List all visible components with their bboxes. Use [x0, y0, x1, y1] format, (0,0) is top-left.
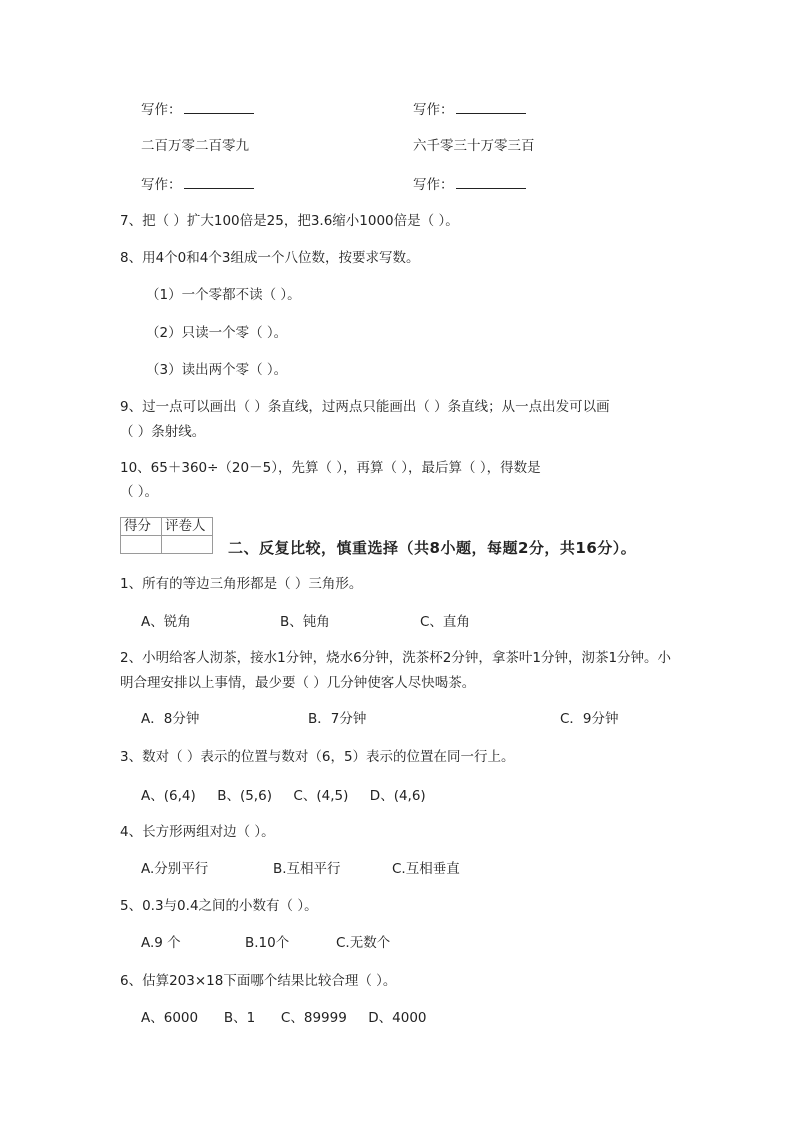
choice-2-option-a[interactable]: A．8分钟 [141, 711, 200, 727]
choice-4-option-c[interactable]: C.互相垂直 [392, 861, 460, 877]
number-words-right: 六千零三十万零三百 [413, 138, 535, 154]
choice-question-6: 6、估算203×18下面哪个结果比较合理（ ）。 [120, 973, 397, 989]
choice-question-3: 3、数对（ ）表示的位置与数对（6，5）表示的位置在同一行上。 [120, 749, 515, 765]
answer-blank[interactable] [184, 99, 254, 114]
write-label: 写作： [141, 177, 182, 193]
question-9-line-1: 9、过一点可以画出（ ）条直线，过两点只能画出（ ）条直线；从一点出发可以画 [120, 399, 610, 415]
choice-4-option-a[interactable]: A.分别平行 [141, 861, 209, 877]
choice-question-2-line-1: 2、小明给客人沏茶，接水1分钟，烧水6分钟，洗茶杯2分钟，拿茶叶1分钟，沏茶1分钟。小 [120, 650, 672, 666]
choice-3-options[interactable]: A、(6,4) B、(5,6) C、(4,5) D、(4,6) [141, 788, 426, 804]
choice-question-1: 1、所有的等边三角形都是（ ）三角形。 [120, 576, 363, 592]
question-8-part-2: （2）只读一个零（ ）。 [146, 325, 288, 341]
question-8-part-3: （3）读出两个零（ ）。 [146, 362, 288, 378]
choice-4-option-b[interactable]: B.互相平行 [273, 861, 341, 877]
answer-blank[interactable] [184, 174, 254, 189]
question-10-line-2: （ ）。 [120, 484, 159, 500]
write-label: 写作： [413, 102, 454, 118]
write-label: 写作： [413, 177, 454, 193]
write-label: 写作： [141, 102, 182, 118]
write-line-1-right [413, 99, 526, 120]
choice-question-5: 5、0.3与0.4之间的小数有（ ）。 [120, 898, 318, 914]
choice-question-2-line-2: 明合理安排以上事情，最少要（ ）几分钟使客人尽快喝茶。 [120, 675, 476, 691]
write-line-2-left [141, 174, 254, 195]
choice-2-option-c[interactable]: C．9分钟 [560, 711, 619, 727]
number-words-left: 二百万零二百零九 [141, 138, 249, 154]
grader-header: 评卷人 [162, 518, 213, 536]
question-7: 7、把（ ）扩大100倍是25，把3.6缩小1000倍是（ ）。 [120, 213, 459, 229]
choice-6-options[interactable]: A、6000 B、1 C、89999 D、4000 [141, 1010, 427, 1026]
choice-question-4: 4、长方形两组对边（ ）。 [120, 824, 275, 840]
choice-5-option-c[interactable]: C.无数个 [336, 935, 391, 951]
choice-1-option-a[interactable]: A、锐角 [141, 614, 191, 630]
question-9-line-2: （ ）条射线。 [120, 424, 206, 440]
question-8: 8、用4个0和4个3组成一个八位数，按要求写数。 [120, 250, 420, 266]
score-cell[interactable] [121, 536, 162, 554]
choice-1-option-c[interactable]: C、直角 [420, 614, 470, 630]
write-line-1-left [141, 99, 254, 120]
answer-blank[interactable] [456, 99, 526, 114]
score-box [120, 517, 213, 554]
answer-blank[interactable] [456, 174, 526, 189]
choice-2-option-b[interactable]: B．7分钟 [308, 711, 367, 727]
choice-1-option-b[interactable]: B、钝角 [280, 614, 330, 630]
write-line-2-right [413, 174, 526, 195]
choice-5-option-b[interactable]: B.10个 [245, 935, 290, 951]
question-8-part-1: （1）一个零都不读（ ）。 [146, 287, 301, 303]
section-2-title: 二、反复比较，慎重选择（共8小题，每题2分，共16分）。 [228, 539, 637, 557]
choice-5-option-a[interactable]: A.9 个 [141, 935, 181, 951]
question-10-line-1: 10、65＋360÷（20－5），先算（ ），再算（ ），最后算（ ），得数是 [120, 460, 541, 476]
grader-cell[interactable] [162, 536, 213, 554]
score-header: 得分 [121, 518, 162, 536]
